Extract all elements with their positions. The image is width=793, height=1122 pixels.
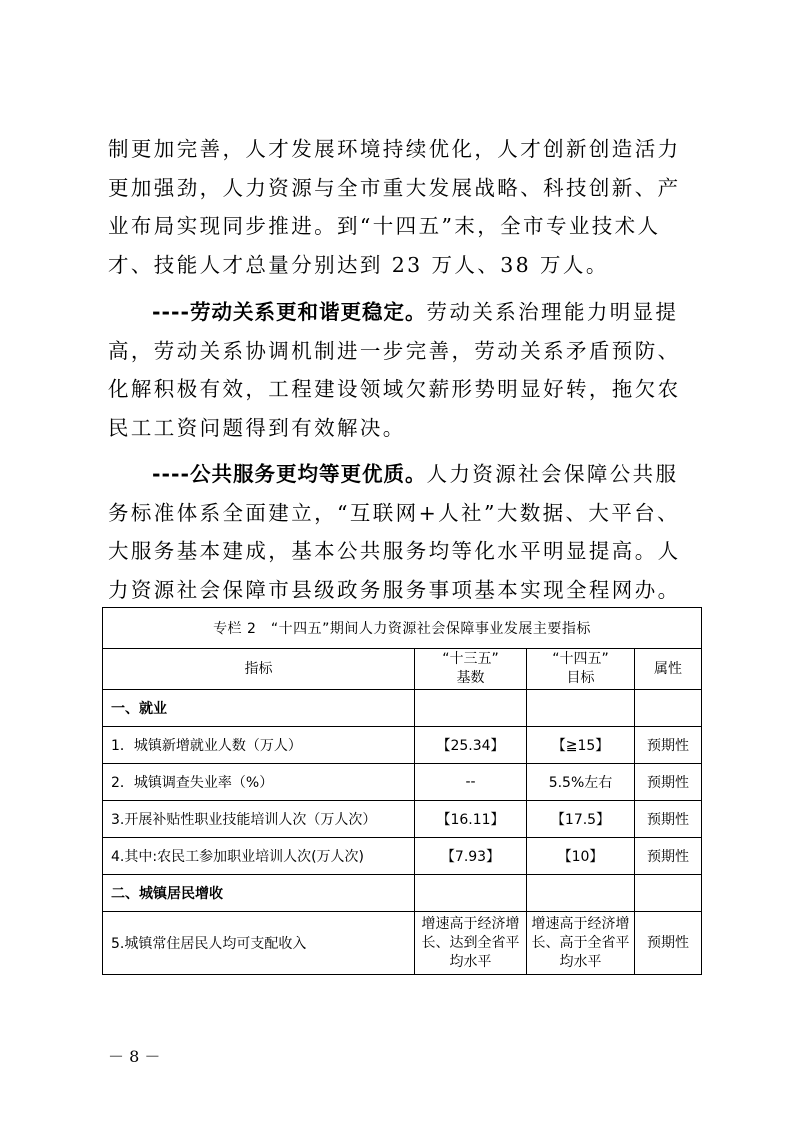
indicator-target: 【10】 [527,838,635,875]
paragraph-3-lead: ----公共服务更均等更优质。 [152,462,427,486]
paragraph-1 [108,130,693,284]
paragraph-3 [108,455,693,609]
header-target: “十四五” 目标 [527,649,635,690]
indicator-attribute: 预期性 [635,912,702,975]
indicator-base: -- [415,764,527,801]
indicators-table [102,607,702,975]
indicator-attribute: 预期性 [635,838,702,875]
indicator-base: 【25.34】 [415,727,527,764]
section-row-employment [103,690,702,727]
indicator-target: 增速高于经济增长、高于全省平均水平 [527,912,635,975]
table-row [103,764,702,801]
indicator-attribute: 预期性 [635,764,702,801]
table-caption: 专栏 2 “十四五”期间人力资源社会保障事业发展主要指标 [103,608,702,649]
header-indicator: 指标 [103,649,415,690]
table-caption-row [103,608,702,649]
indicator-target: 5.5%左右 [527,764,635,801]
header-attribute: 属性 [635,649,702,690]
indicator-base: 【16.11】 [415,801,527,838]
page-number: － 8 － [108,1047,161,1066]
table-row [103,912,702,975]
indicator-name: 5.城镇常住居民人均可支配收入 [103,912,415,975]
indicator-target: 【≧15】 [527,727,635,764]
indicator-attribute: 预期性 [635,801,702,838]
paragraph-2-body: 劳动关系治理能力明显提高，劳动关系协调机制进一步完善，劳动关系矛盾预防、化解积极有效，工程建设领域欠薪形势明显好转，拖欠农民工工资问题得到有效解决。 [108,300,681,440]
table-row [103,727,702,764]
paragraph-3-body: 人力资源社会保障公共服务标准体系全面建立，“互联网+人社”大数据、大平台、大服务基本建成，基本公共服务均等化水平明显提高。人力资源社会保障市县级政务服务事项基本实现全程网办。 [108,462,681,602]
indicator-attribute: 预期性 [635,727,702,764]
indicator-base: 增速高于经济增长、达到全省平均水平 [415,912,527,975]
indicator-name: 1．城镇新增就业人数（万人） [103,727,415,764]
indicator-base: 【7.93】 [415,838,527,875]
table-row [103,838,702,875]
section-title-employment: 一、就业 [103,690,415,727]
paragraph-1-text: 制更加完善，人才发展环境持续优化，人才创新创造活力更加强劲，人力资源与全市重大发展战略、科技创新、产业布局实现同步推进。到“十四五”末，全市专业技术人才、技能人才总量分别达到 23 万人、38 万人。 [108,137,681,277]
table-row [103,801,702,838]
indicator-target: 【17.5】 [527,801,635,838]
table-header-row [103,649,702,690]
header-base: “十三五” 基数 [415,649,527,690]
indicator-name: 4.其中:农民工参加职业培训人次(万人次) [103,838,415,875]
indicator-name: 3.开展补贴性职业技能培训人次（万人次） [103,801,415,838]
paragraph-2 [108,293,693,447]
indicator-name: 2．城镇调查失业率（%） [103,764,415,801]
paragraph-2-lead: ----劳动关系更和谐更稳定。 [152,300,427,324]
section-title-income: 二、城镇居民增收 [103,875,415,912]
section-row-income [103,875,702,912]
